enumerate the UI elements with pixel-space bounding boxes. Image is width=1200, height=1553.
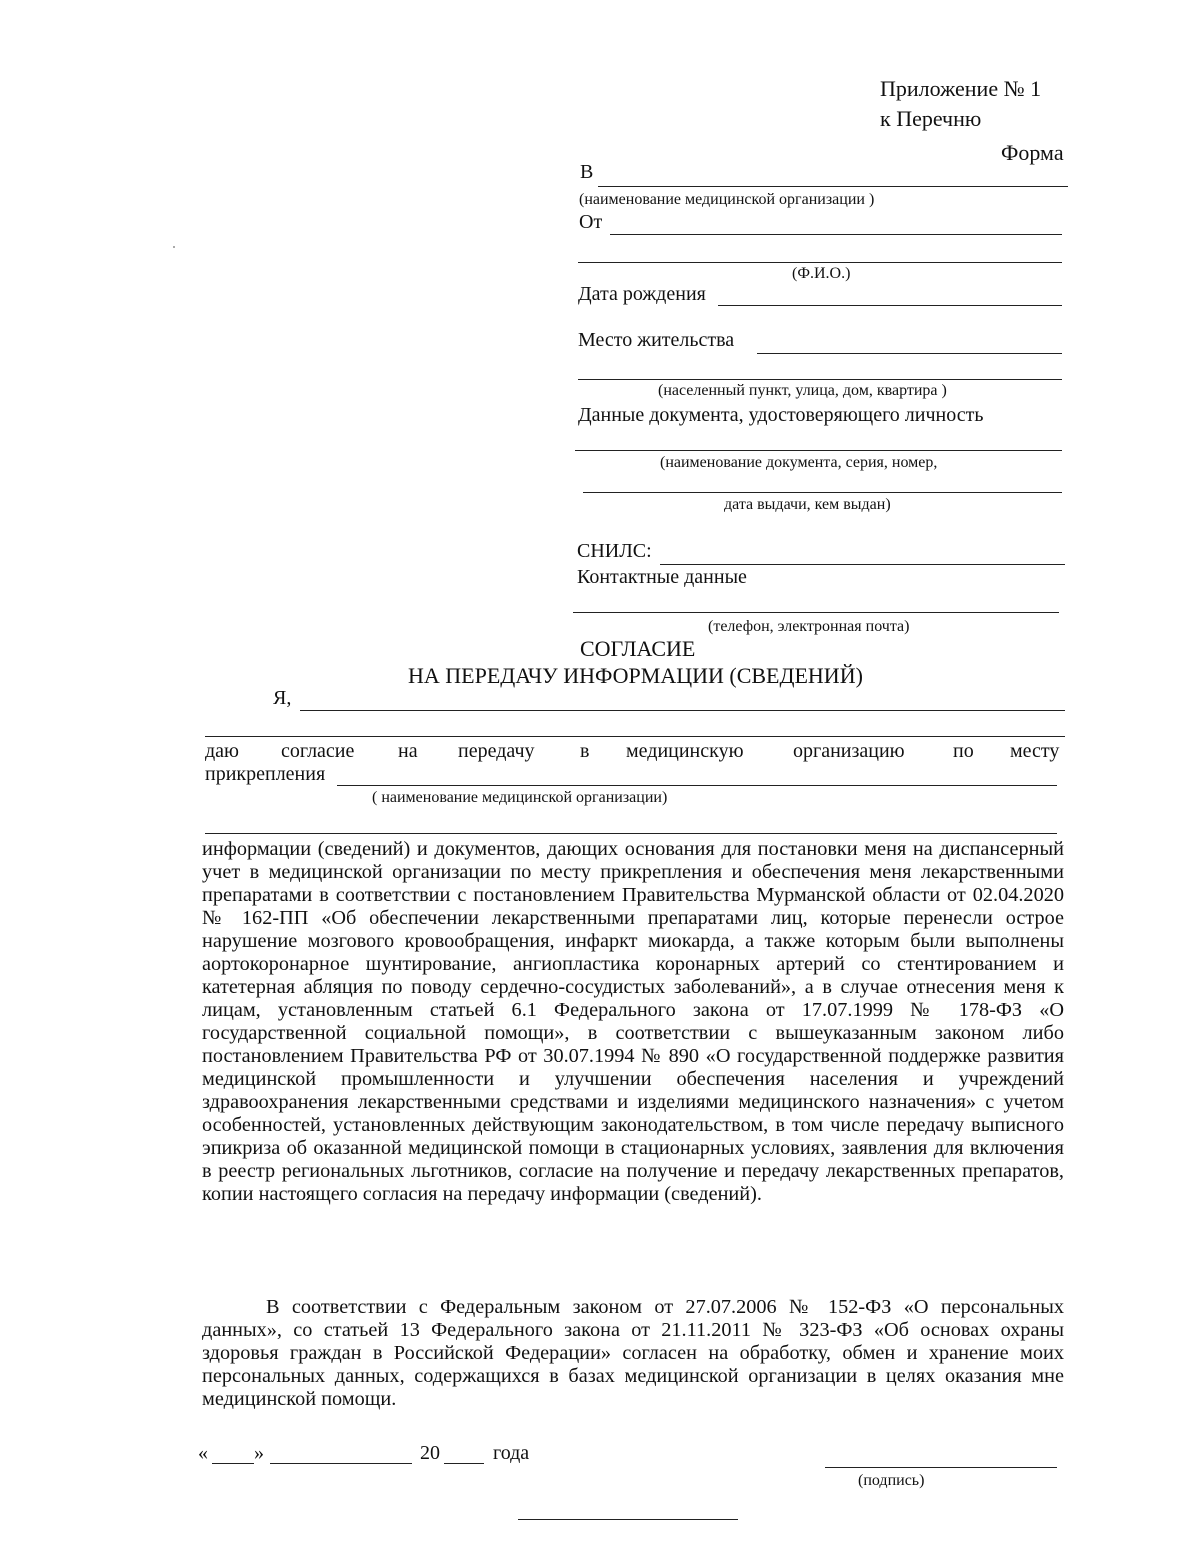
applicant-name-field-2[interactable] xyxy=(205,736,1065,737)
consent-word-3: на xyxy=(398,740,418,762)
date-quote-close: » xyxy=(254,1442,264,1464)
fio-field-1[interactable] xyxy=(610,234,1062,235)
residence-field-1[interactable] xyxy=(757,353,1062,354)
to-prefix: В xyxy=(580,161,594,183)
consent-word-7: организацию xyxy=(793,740,905,762)
consent-word-9: месту xyxy=(1010,740,1060,762)
title-consent: СОГЛАСИЕ xyxy=(580,636,696,661)
attachment-org-hint: ( наименование медицинской организации) xyxy=(372,789,668,806)
consent-word-2: согласие xyxy=(281,740,355,762)
residence-label: Место жительства xyxy=(578,329,735,351)
contacts-field[interactable] xyxy=(573,612,1059,613)
attachment-org-field[interactable] xyxy=(337,785,1057,786)
signature-hint: (подпись) xyxy=(858,1472,925,1489)
id-document-hint-2: дата выдачи, кем выдан) xyxy=(724,496,891,513)
form-label: Форма xyxy=(1001,140,1064,165)
consent-word-5: в xyxy=(580,740,590,762)
contacts-label: Контактные данные xyxy=(577,566,747,588)
consent-paragraph-2: В соответствии с Федеральным законом от 27.07.2006 № 152-ФЗ «О персональных данных», со статьей 13 Федерального закона от 21.11.2011 № 323-ФЗ «Об основах охраны здоровья граждан в Российской Федерации» согласен на обработку, обмен и хранение моих персональных данных, содержащихся в базах медицинской организации в целях оказания мне медицинской помощи. xyxy=(202,1296,1064,1410)
id-document-field-2[interactable] xyxy=(583,492,1062,493)
date-month-field[interactable] xyxy=(270,1463,412,1464)
consent-word-6: медицинскую xyxy=(626,740,744,762)
org-name-field[interactable] xyxy=(598,186,1068,187)
org-name-hint: (наименование медицинской организации ) xyxy=(579,191,875,208)
appendix-number: Приложение № 1 xyxy=(880,76,1042,101)
fio-hint: (Ф.И.О.) xyxy=(792,265,851,282)
residence-field-2[interactable] xyxy=(578,379,1062,380)
scan-speck xyxy=(173,246,175,248)
title-subject: НА ПЕРЕДАЧУ ИНФОРМАЦИИ (СВЕДЕНИЙ) xyxy=(408,663,863,688)
date-year-suffix: года xyxy=(493,1442,530,1464)
consent-word-1: даю xyxy=(205,740,239,762)
applicant-name-field-1[interactable] xyxy=(300,710,1065,711)
i-prefix: Я, xyxy=(273,687,292,709)
id-document-hint-1: (наименование документа, серия, номер, xyxy=(660,454,938,471)
date-quote-open: « xyxy=(198,1442,208,1464)
birth-date-label: Дата рождения xyxy=(578,283,706,305)
contacts-hint: (телефон, электронная почта) xyxy=(708,618,910,635)
id-document-field-1[interactable] xyxy=(575,450,1062,451)
attachment-label: прикрепления xyxy=(205,763,326,785)
consent-word-8: по xyxy=(953,740,974,762)
consent-paragraph-1: информации (сведений) и документов, дающих основания для постановки меня на диспансерный учет в медицинской организации по месту прикрепления и обеспечения меня лекарственными препаратами в соответствии с постановлением Правительства Мурманской области от 02.04.2020 № 162-ПП «Об обеспечении лекарственными препаратами лиц, которые перенесли острое нарушение мозгового кровообращения, инфаркт миокарда, а также которым были выполнены аортокоронарное шунтирование, ангиопластика коронарных артерий со стентированием и катетерная абляция по поводу сердечно-сосудистых заболеваний», а в случае отнесения меня к лицам, установленным статьей 6.1 Федерального закона от 17.07.1999 № 178-ФЗ «О государственной социальной помощи», в соответствии с вышеуказанным законом либо постановлением Правительства РФ от 30.07.1994 № 890 «О государственной поддержке развития медицинской промышленности и улучшении обеспечения населения и учреждений здравоохранения лекарственными средствами и изделиями медицинского назначения» с учетом особенностей, установленных действующим законодательством, в том числе передачу выписного эпикриза об оказанной медицинской помощи в стационарных условиях, заявления для включения в реестр региональных льготников, согласие на получение и передачу лекарственных препаратов, копии настоящего согласия на передачу информации (сведений). xyxy=(202,838,1064,1205)
from-prefix: От xyxy=(579,211,603,233)
appendix-to-list: к Перечню xyxy=(880,106,982,131)
snils-label: СНИЛС: xyxy=(577,540,652,562)
attachment-org-field-2[interactable] xyxy=(205,833,1057,834)
signature-field[interactable] xyxy=(825,1467,1057,1468)
residence-hint: (населенный пункт, улица, дом, квартира ) xyxy=(658,382,947,399)
fio-field-2[interactable] xyxy=(578,262,1062,263)
date-day-field[interactable] xyxy=(212,1463,254,1464)
birth-date-field[interactable] xyxy=(718,305,1062,306)
id-document-label: Данные документа, удостоверяющего личность xyxy=(578,404,984,426)
date-year-prefix: 20 xyxy=(420,1442,440,1464)
bottom-rule xyxy=(518,1519,738,1520)
consent-word-4: передачу xyxy=(458,740,535,762)
date-year-field[interactable] xyxy=(444,1463,484,1464)
